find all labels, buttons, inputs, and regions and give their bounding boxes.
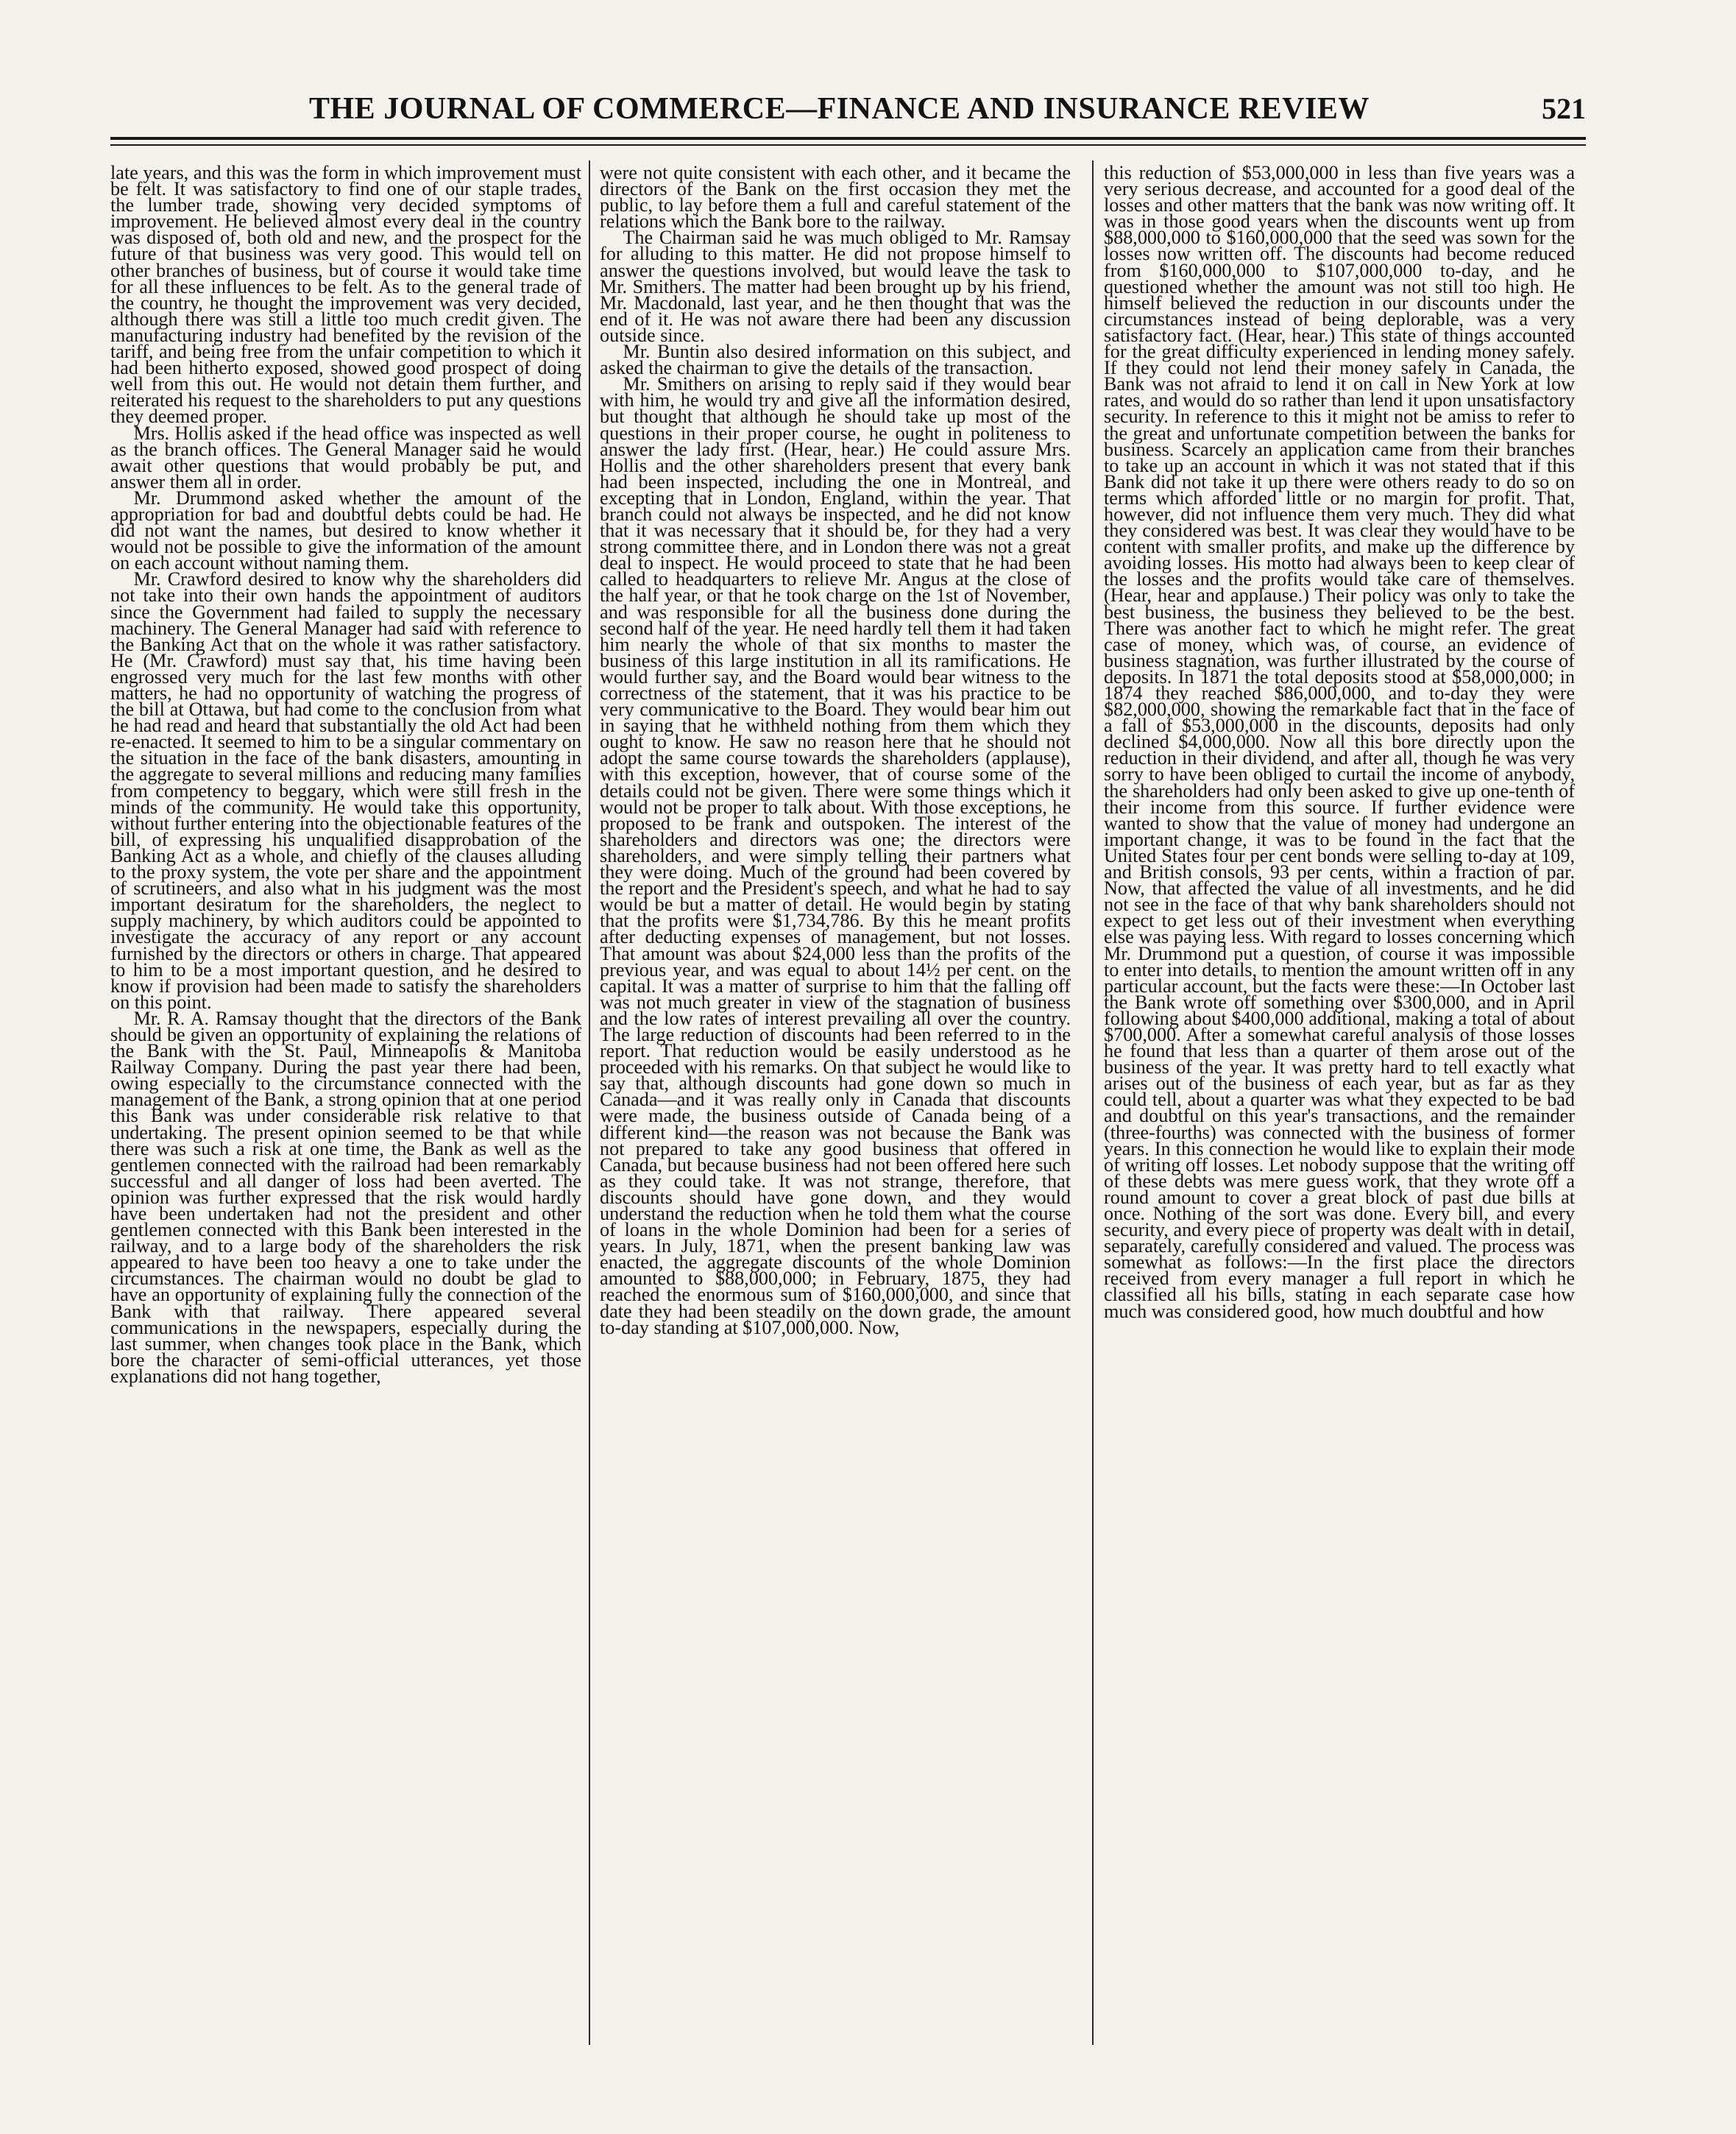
page-header [110,81,1586,133]
paragraph: late years, and this was the form in which improvement must be felt. It was satisfactory to find one of our staple trades, the lumber trade, showing very decided symptoms of improvement. He believed almost every deal in the country was disposed of, both old and new, and the prospect for the future of that business was very good. This would tell on other branches of business, but of course it would take time for all these influences to be felt. As to the general trade of the country, he thought the improvement was very decided, although there was still a little too much credit given. The manufacturing industry had benefited by the revision of the tariff, and being free from the unfair competition to which it had been hitherto exposed, showed good prospect of doing well from this out. He would not detain them further, and reiterated his request to the shareholders to put any questions they deemed proper. [110,165,581,428]
paragraph: Mr. Drummond asked whether the amount of the appropriation for bad and doubtful debts could be had. He did not want the names, but desired to know whether it would not be possible to give the information of the amount on each account without naming them. [110,487,581,574]
paragraph: this reduction of $53,000,000 in less than five years was a very serious decrease, and accounted for a good deal of the losses and other matters that the bank was now writing off. It was in those good years when the discounts went up from $88,000,000 to $160,000,000 that the seed was sown for the losses now written off. The discounts had become reduced from $160,000,000 to $107,000,000 to-day, and he questioned whether the amount was not still too high. He himself believed the reduction in our discounts under the circumstances instead of being deplorable, was a very satisfactory fact. (Hear, hear.) This state of things accounted for the great difficulty experienced in lending money safely. If they could not lend their money safely in Canada, the Bank was not afraid to lend it on call in New York at low rates, and would do so rather than lend it upon unsatisfactory security. In reference to this it might not be amiss to refer to the great and unfortunate competition between the banks for business. Scarcely an application came from their branches to take up an account in which it was not stated that if this Bank did not take it up there were others ready to do so on terms which afforded little or no margin for profit. That, however, did not influence them very much. They did what they considered was best. It was clear they would have to be content with smaller profits, and make up the difference by avoiding losses. His motto had always been to keep clear of the losses and the profits would take care of themselves. (Hear, hear and applause.) Their policy was only to take the best business, the business they believed to be the best. There was another fact to which he might refer. The great case of money, which was, of course, an evidence of business stagnation, was further illustrated by the course of deposits. In 1871 the total deposits stood at $58,000,000; in 1874 they reached $86,000,000, and to-day they were $82,000,000, showing the remarkable fact that in the face of a fall of $53,000,000 in the discounts, deposits had only declined $4,000,000. Now all this bore directly upon the reduction in their dividend, and after all, though he was very sorry to have been obliged to curtail the income of anybody, the shareholders had only been asked to give up one-tenth of their income from this source. If further evidence were wanted to show that the value of money had undergone an important change, it was to be found in the fact that the United States four per cent bonds were selling to-day at 109, and British consols, 93 per cents, within a fraction of par. Now, that affected the value of all investments, and he did not see in the face of that why bank shareholders should not expect to get less out of their investment when everything else was paying less. With regard to losses concerning which Mr. Drummond put a question, of course it was impossible to enter into details, to mention the amount written off in any particular account, but the facts were these:—In October last the Bank wrote off something over $300,000, and in April following about $400,000 additional, making a total of about $700,000. After a somewhat careful analysis of those losses he found that less than a quarter of them arose out of the business of the year. It was pretty hard to tell exactly what arises out of the business of each year, but as far as they could tell, about a quarter was what they expected to be bad and doubtful on this year's transactions, and the remainder (three-fourths) was connected with the business of former years. In this connection he would like to explain their mode of writing off losses. Let nobody suppose that the writing off of these debts was mere guess work, that they wrote off a round amount to cover a great block of past due bills at once. Nothing of the sort was done. Every bill, and every security, and every piece of property was dealt with in detail, separately, carefully considered and valued. The process was somewhat as follows:—In the first place the directors received from every manager a full report in which he classified all his bills, stating in each separate case how much was considered good, how much doubtful and how [1104,165,1575,1322]
paragraph: Mrs. Hollis asked if the head office was inspected as well as the branch offices. The General Manager said he would await other questions that would probably be put, and answer them all in order. [110,422,581,492]
page-number: 521 [1542,92,1586,125]
paragraph: The Chairman said he was much obliged to Mr. Ramsay for alluding to this matter. He did not propose himself to answer the questions involved, but would leave the task to Mr. Smithers. The matter had been brought up by his friend, Mr. Macdonald, last year, and he then thought that was the end of it. He was not aware there had been any discussion outside since. [600,227,1071,346]
text-column-2 [600,165,1071,2035]
paragraph: were not quite consistent with each other, and it became the directors of the Bank on the first occasion they met the public, to lay before them a full and careful statement of the relations which the Bank bore to the railway. [600,165,1071,233]
column-divider-2 [1092,160,1094,2045]
paragraph: Mr. R. A. Ramsay thought that the directors of the Bank should be given an opportunity of explaining the relations of the Bank with the St. Paul, Minneapolis & Manitoba Railway Company. During the past year there had been, owing especially to the circumstance connected with the management of the Bank, a strong opinion that at one period this Bank was under considerable risk relative to that undertaking. The present opinion seemed to be that while there was such a risk at one time, the Bank as well as the gentlemen connected with the railroad had been remarkably successful and all danger of loss had been averted. The opinion was further expressed that the risk would hardly have been undertaken had not the president and other gentlemen connected with this Bank been interested in the railway, and to a large body of the shareholders the risk appeared to have been too heavy a one to take under the circumstances. The chairman would no doubt be glad to have an opportunity of explaining fully the connection of the Bank with that railway. There appeared several communications in the newspapers, especially during the last summer, when changes took place in the Bank, which bore the character of semi-official utterances, yet those explanations did not hang together, [110,1007,581,1387]
header-rule-thin [110,144,1586,146]
text-column-1 [110,165,581,2035]
header-rule-thick [110,137,1586,140]
paragraph: Mr. Smithers on arising to reply said if they would bear with him, he would try and give all the information desired, but thought that although he should take up most of the questions in their proper course, he ought in politeness to answer the lady first. (Hear, hear.) He could assure Mrs. Hollis and the other shareholders present that every bank had been inspected, including the one in Montreal, and excepting that in London, England, within the year. That branch could not always be inspected, and he did not know that it was necessary that it should be, for they had a very strong committee there, and in London there was not a great deal to inspect. He would proceed to state that he had been called to headquarters to relieve Mr. Angus at the close of the half year, or that he took charge on the 1st of November, and was responsible for all the business done during the second half of the year. He need hardly tell them it had taken him nearly the whole of that six months to master the business of this large institution in all its ramifications. He would further say, and the Board would bear witness to the correctness of the statement, that it was his practice to be very communicative to the Board. They would bear him out in saying that he withheld nothing from them which they ought to know. He saw no reason here that he should not adopt the same course towards the shareholders (applause), with this exception, however, that of course some of the details could not be given. There were some things which it would not be proper to talk about. With those exceptions, he proposed to be frank and outspoken. The interest of the shareholders and directors was one; the directors were shareholders, and were simply telling their partners what they were doing. Much of the ground had been covered by the report and the President's speech, and what he had to say would be but a matter of detail. He would begin by stating that the profits were $1,734,786. By this he meant profits after deducting expenses of management, but not losses. That amount was about $24,000 less than the profits of the previous year, and was equal to about 14½ per cent. on the capital. It was a matter of surprise to him that the falling off was not much greater in view of the stagnation of business and the low rates of interest prevailing all over the country. The large reduction of discounts had been referred to in the report. That reduction would be easily understood as he proceeded with his remarks. On that subject he would like to say that, although discounts had gone down so much in Canada—and it was really only in Canada that discounts were made, the business outside of Canada being of a different kind—the reason was not because the Bank was not prepared to take any good business that offered in Canada, but because business had not been offered here such as they could take. It was not strange, therefore, that discounts should have gone down, and they would understand the reduction when he told them what the course of loans in the whole Dominion had been for a series of years. In July, 1871, when the present banking law was enacted, the aggregate discounts of the whole Dominion amounted to $88,000,000; in February, 1875, they had reached the enormous sum of $160,000,000, and since that date they had been steadily on the down grade, the amount to-day standing at $107,000,000. Now, [600,373,1071,1338]
column-divider-1 [589,160,590,2045]
paragraph: Mr. Buntin also desired information on this subject, and asked the chairman to give the details of the transaction. [600,341,1071,379]
paragraph: Mr. Crawford desired to know why the shareholders did not take into their own hands the appointment of auditors since the Government had failed to supply the necessary machinery. The General Manager had said with reference to the Banking Act that on the whole it was rather satisfactory. He (Mr. Crawford) must say that, his time having been engrossed very much for the last few months with other matters, he had no opportunity of watching the progress of the bill at Ottawa, but had come to the conclusion from what he had read and heard that substantially the old Act had been re-enacted. It seemed to him to be a singular commentary on the situation in the face of the bank disasters, amounting in the aggregate to several millions and reducing many families from competency to beggary, which were still fresh in the minds of the community. He would take this opportunity, without further entering into the objectionable features of the bill, of expressing his unqualified disapprobation of the Banking Act as a whole, and chiefly of the clauses alluding to the proxy system, the vote per share and the appointment of scrutineers, and also what in his judgment was the most important desiratum for the shareholders, the neglect to supply machinery, by which auditors could be appointed to investigate the accuracy of any report or any account furnished by the directors or others in charge. That appeared to him to be a most important question, and he desired to know if provision had been made to satisfy the shareholders on this point. [110,568,581,1013]
text-column-3 [1104,165,1575,2035]
running-title: THE JOURNAL OF COMMERCE—FINANCE AND INSURANCE REVIEW [309,92,1370,126]
